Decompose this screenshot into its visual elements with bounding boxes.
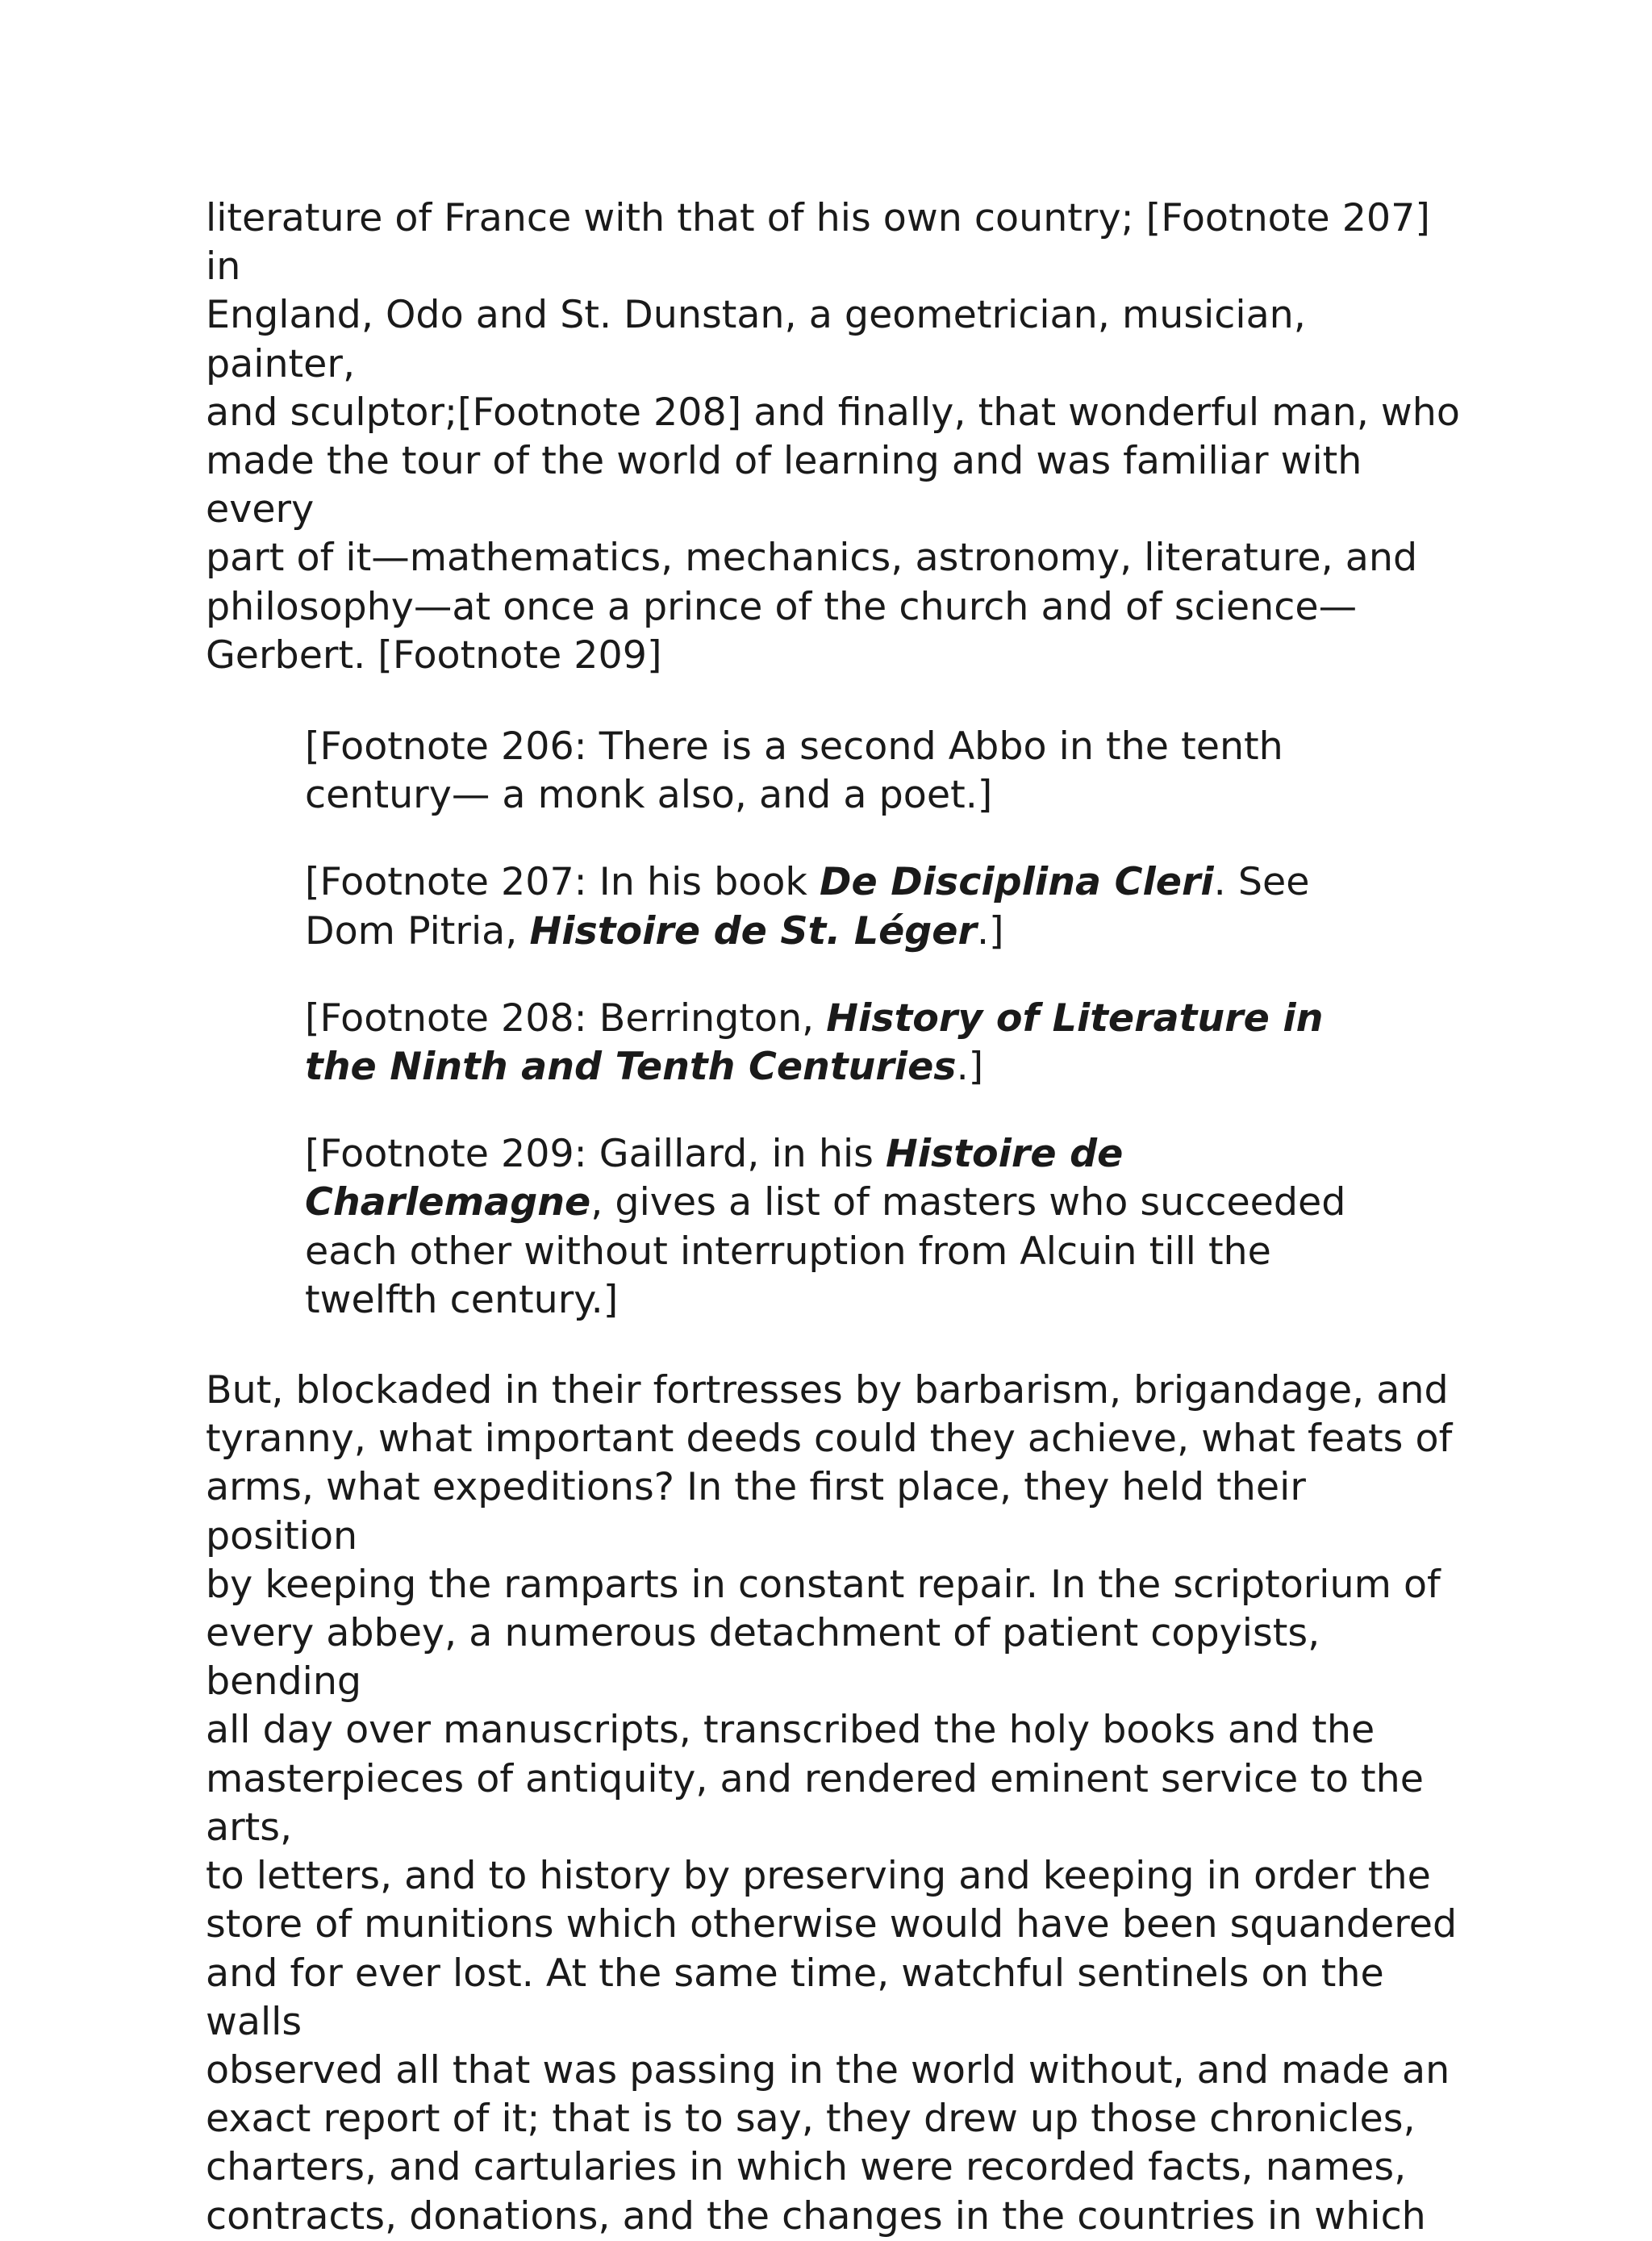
footnote-209 <box>305 1130 1354 1325</box>
footnote-206: [Footnote 206: There is a second Abbo in the tenth century— a monk also, and a poet.] <box>305 724 1283 818</box>
footnote-207-mid: . See Dom Pitria, <box>305 860 1310 954</box>
footnote-208-book-title: History of Literature in the Ninth and Tenth Centuries <box>305 995 1324 1090</box>
footnote-207-book-title-2: Histoire de St. Léger <box>529 908 977 954</box>
paragraph-2: But, blockaded in their fortresses by barbarism, brigandage, and tyranny, what important deeds could they achieve, what feats of arms, what expeditions? In the first place, they held their position by keeping the ramparts in constant repair. In the scriptorium of every abbey, a numerous detachment of patient copyists, bending all day over manuscripts, transcribed the holy books and the masterpieces of antiquity, and rendered eminent service to the arts, to letters, and to history by preserving and keeping in order the store of munitions which otherwise would have been squandered and for ever lost. At the same time, watchful sentinels on the walls observed all that was passing in the world without, and made an exact report of it; that is to say, they drew up those chronicles, charters, and cartularies in which were recorded facts, names, contracts, donations, and the changes in the countries in which <box>206 1368 1458 2239</box>
footnotes-block <box>305 723 1354 1325</box>
footnote-207 <box>305 858 1354 955</box>
paragraph-1: literature of France with that of his own country; [Footnote 207] in England, Odo and St. Dunstan, a geometrician, musician, painter, and sculptor;[Footnote 208] and finally, that wonderful man, who made the tour of the world of learning and was familiar with every part of it—mathematics, mechanics, astronomy, literature, and philosophy—at once a prince of the church and of science— Gerbert. [Footnote 209] <box>206 196 1460 678</box>
footnote-208-post: .] <box>956 1045 984 1090</box>
footnote-208-pre: [Footnote 208: Berrington, <box>305 995 827 1041</box>
footnote-207-post: .] <box>976 908 1004 954</box>
footnote-209-book-title: Histoire de Charlemagne <box>305 1132 1124 1225</box>
footnote-207-book-title-1: De Disciplina Cleri <box>820 860 1214 905</box>
footnote-209-post: , gives a list of masters who succeeded each other without interruption from Alcuin till the twelfth century.] <box>305 1180 1346 1322</box>
document-page <box>206 194 1464 2241</box>
footnote-209-pre: [Footnote 209: Gaillard, in his <box>305 1132 886 1177</box>
footnote-207-pre: [Footnote 207: In his book <box>305 860 820 905</box>
footnote-208 <box>305 995 1354 1091</box>
